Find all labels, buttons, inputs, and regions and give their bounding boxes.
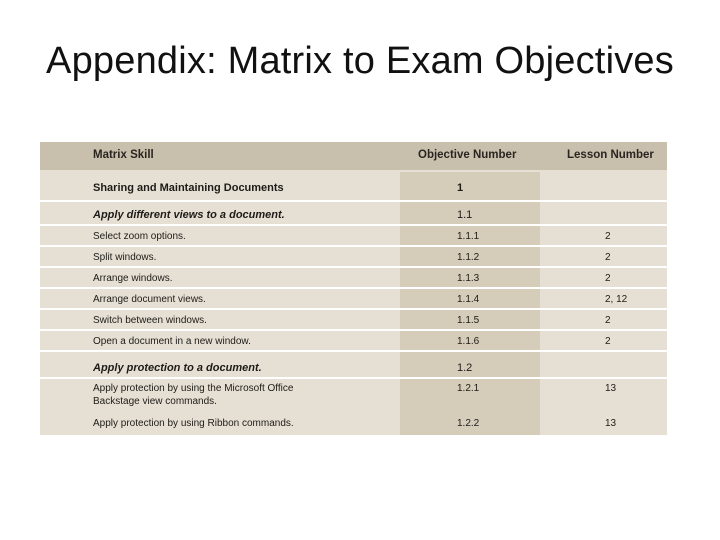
objective-number-cell: 1.1.1 <box>457 231 480 242</box>
objective-number-cell: 1.1.5 <box>457 315 480 326</box>
objective-number-cell: 1.1.4 <box>457 294 480 305</box>
lesson-number-cell: 13 <box>605 383 617 394</box>
matrix-skill-cell: Switch between windows. <box>93 315 207 326</box>
matrix-skill-cell: Select zoom options. <box>93 231 186 242</box>
matrix-skill-cell: Apply different views to a document. <box>93 209 285 221</box>
matrix-skill-cell: Arrange windows. <box>93 273 173 284</box>
matrix-skill-cell: Apply protection to a document. <box>93 362 262 374</box>
objective-number-cell: 1.1 <box>457 209 473 221</box>
lesson-number-cell: 13 <box>605 418 617 429</box>
matrix-skill-cell: Split windows. <box>93 252 157 263</box>
lesson-number-cell: 2 <box>605 336 611 347</box>
objective-number-cell: 1.1.6 <box>457 336 480 347</box>
table-row <box>40 226 667 247</box>
matrix-skill-cell: Apply protection by using Ribbon commands. <box>93 418 294 429</box>
lesson-number-cell: 2 <box>605 273 611 284</box>
table-row <box>40 310 667 331</box>
objective-number-cell: 1.1.3 <box>457 273 480 284</box>
table-row <box>40 331 667 352</box>
header-objective-number: Objective Number <box>418 149 517 161</box>
lesson-number-cell: 2 <box>605 252 611 263</box>
objective-number-cell: 1.2.1 <box>457 383 480 394</box>
slide-title: Appendix: Matrix to Exam Objectives <box>46 40 674 82</box>
table-row <box>40 202 667 226</box>
objective-number-cell: 1.1.2 <box>457 252 480 263</box>
matrix-skill-cell: Sharing and Maintaining Documents <box>93 182 284 194</box>
table-row <box>40 352 667 379</box>
objective-number-cell: 1 <box>457 182 464 194</box>
header-matrix-skill: Matrix Skill <box>93 149 154 161</box>
matrix-skill-cell: Arrange document views. <box>93 294 206 305</box>
table-row <box>40 178 667 202</box>
matrix-skill-cell: Open a document in a new window. <box>93 336 251 347</box>
matrix-skill-cell: Apply protection by using the Microsoft Office Backstage view commands. <box>93 383 294 407</box>
header-lesson-number: Lesson Number <box>567 149 654 161</box>
table-row <box>40 289 667 310</box>
lesson-number-cell: 2, 12 <box>605 294 628 305</box>
table-row <box>40 247 667 268</box>
lesson-number-cell: 2 <box>605 315 611 326</box>
exam-objectives-table <box>40 142 667 435</box>
table-row <box>40 268 667 289</box>
table-row <box>40 379 667 414</box>
objective-number-cell: 1.2 <box>457 362 473 374</box>
lesson-number-cell: 2 <box>605 231 611 242</box>
table-header <box>40 142 667 170</box>
table-row <box>40 414 667 435</box>
objective-number-cell: 1.2.2 <box>457 418 480 429</box>
